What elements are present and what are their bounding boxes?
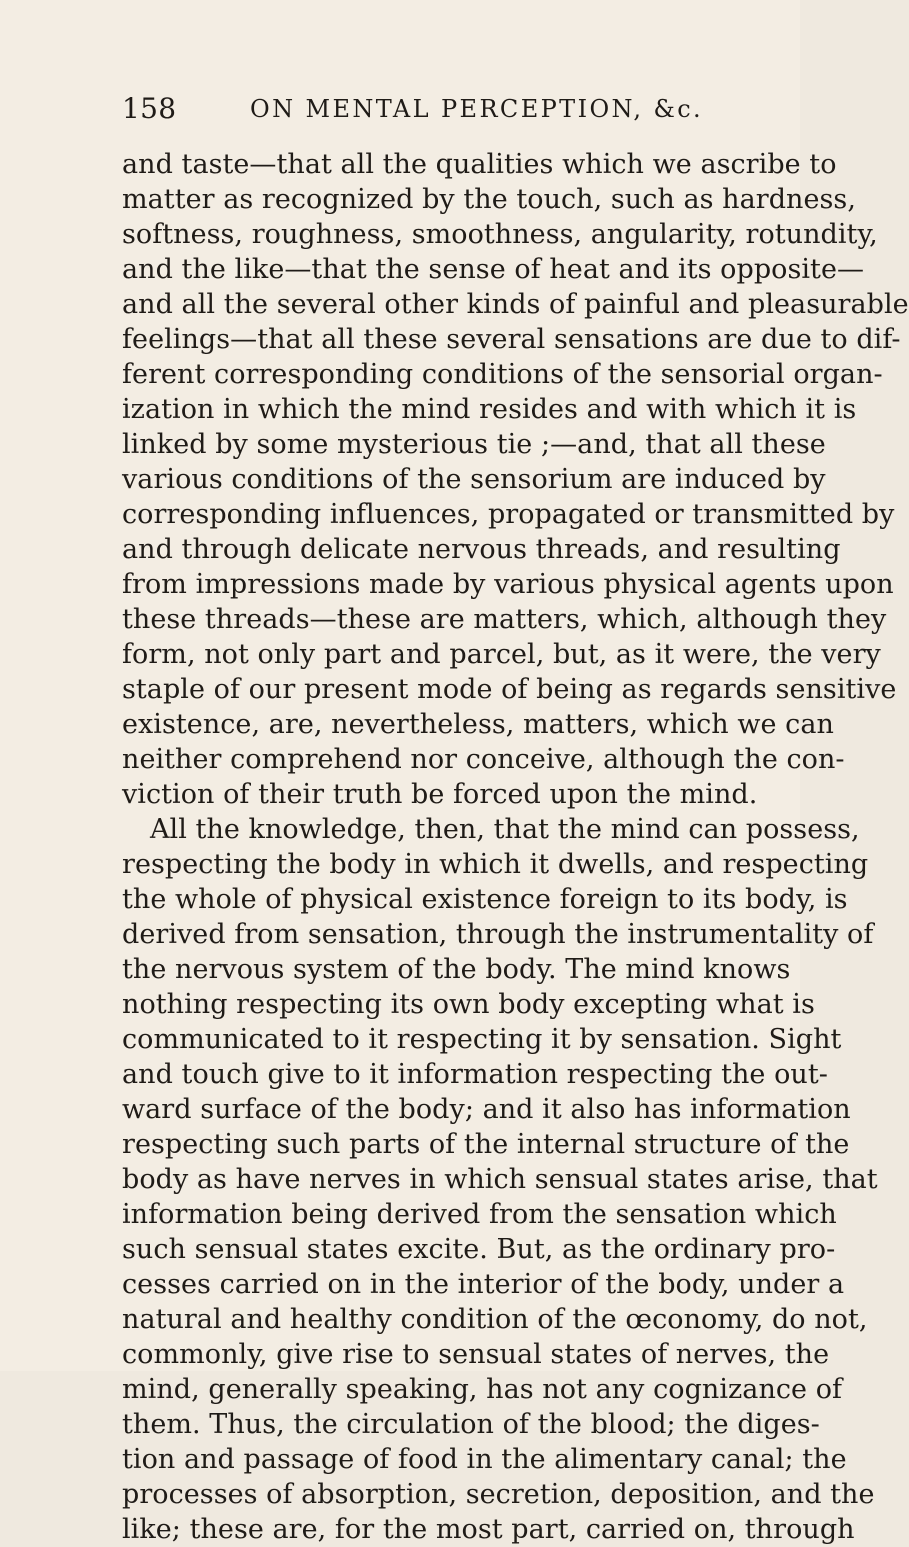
text-line: these threads—these are matters, which, although they [122, 604, 887, 635]
text-line: the nervous system of the body. The mind knows [122, 954, 791, 985]
text-line: and the like—that the sense of heat and its opposite— [122, 254, 865, 285]
text-line: body as have nerves in which sensual states arise, that [122, 1164, 878, 1195]
text-line: linked by some mysterious tie ;—and, that all these [122, 429, 826, 460]
text-line: information being derived from the sensation which [122, 1199, 837, 1230]
text-line: existence, are, nevertheless, matters, which we can [122, 709, 834, 740]
text-line: and through delicate nervous threads, and resulting [122, 534, 841, 565]
text-line: respecting such parts of the internal structure of the [122, 1129, 850, 1160]
text-line: staple of our present mode of being as regards sensitive [122, 674, 897, 705]
text-line: feelings—that all these several sensations are due to dif- [122, 324, 901, 355]
text-line: various conditions of the sensorium are induced by [122, 464, 826, 495]
text-line: the whole of physical existence foreign to its body, is [122, 884, 848, 915]
text-line: them. Thus, the circulation of the blood; the diges- [122, 1409, 820, 1440]
text-line: ferent corresponding conditions of the sensorial organ- [122, 359, 883, 390]
text-line: respecting the body in which it dwells, and respecting [122, 849, 869, 880]
text-line: All the knowledge, then, that the mind can possess, [150, 814, 860, 845]
text-line: and all the several other kinds of painful and pleasurable [122, 289, 909, 320]
text-line: matter as recognized by the touch, such as hardness, [122, 184, 856, 215]
text-line: mind, generally speaking, has not any cognizance of [122, 1374, 843, 1405]
text-line: corresponding influences, propagated or transmitted by [122, 499, 895, 530]
body-text [122, 147, 909, 1547]
text-line: ward surface of the body; and it also has information [122, 1094, 851, 1125]
text-line: like; these are, for the most part, carried on, through [122, 1514, 855, 1545]
text-line: nothing respecting its own body excepting what is [122, 989, 815, 1020]
text-line: commonly, give rise to sensual states of nerves, the [122, 1339, 830, 1370]
text-line: and taste—that all the qualities which we ascribe to [122, 149, 837, 180]
text-line: communicated to it respecting it by sensation. Sight [122, 1024, 842, 1055]
page-number: 158 [122, 92, 177, 125]
text-line: from impressions made by various physical agents upon [122, 569, 894, 600]
running-head: ON MENTAL PERCEPTION, &c. [250, 95, 704, 123]
text-line: form, not only part and parcel, but, as it were, the very [122, 639, 881, 670]
text-line: tion and passage of food in the alimentary canal; the [122, 1444, 847, 1475]
text-line: such sensual states excite. But, as the ordinary pro- [122, 1234, 836, 1265]
page-header [122, 92, 742, 126]
text-line: ization in which the mind resides and with which it is [122, 394, 857, 425]
text-line: and touch give to it information respecting the out- [122, 1059, 828, 1090]
text-line: cesses carried on in the interior of the body, under a [122, 1269, 845, 1300]
text-line: viction of their truth be forced upon the mind. [122, 779, 758, 810]
text-line: natural and healthy condition of the œconomy, do not, [122, 1304, 868, 1335]
text-line: neither comprehend nor conceive, although the con- [122, 744, 845, 775]
text-line: softness, roughness, smoothness, angularity, rotundity, [122, 219, 878, 250]
text-line: derived from sensation, through the instrumentality of [122, 919, 874, 950]
text-line: processes of absorption, secretion, deposition, and the [122, 1479, 875, 1510]
